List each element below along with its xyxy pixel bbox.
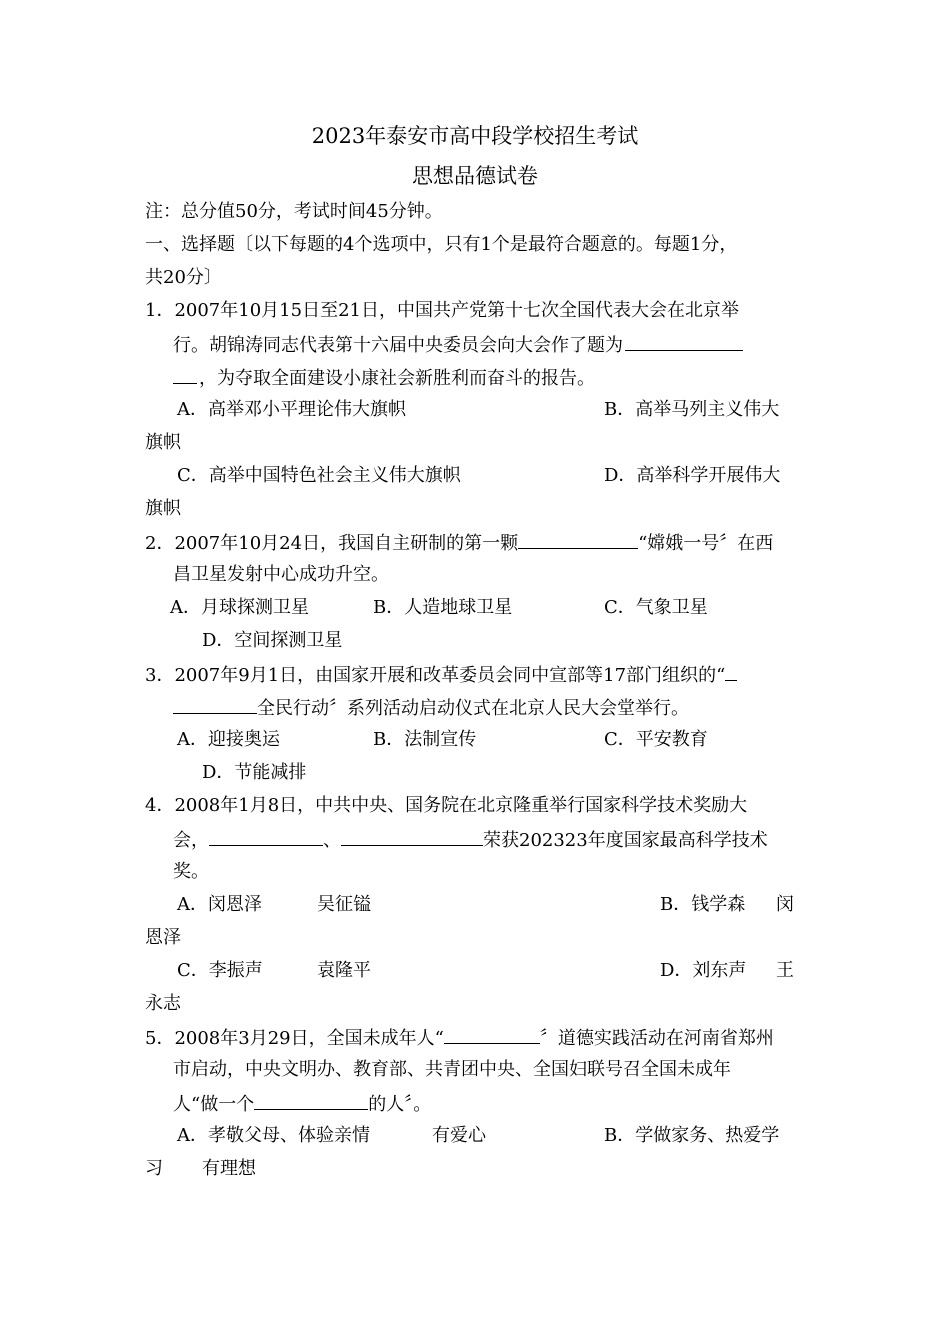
q5-blank-2 [254,1091,368,1110]
q2-stem-line2: 昌卫星发射中心成功升空。 [173,564,389,585]
q3-option-b: B．法制宣传 [373,729,477,750]
section-heading: 一、选择题〔以下每题的4个选项中，只有1个是最符合题意的。每题1分， [145,234,738,255]
q5-stem-line1 [145,1025,774,1051]
q1-option-b-cont: 旗帜 [145,432,181,453]
q3-option-a: A．迎接奥运 [177,729,280,750]
q3-blank [725,662,737,681]
q4-option-b: B．钱学森 [660,894,746,915]
q4-option-b-name2: 闵 [776,894,794,915]
q2-blank [518,530,638,549]
q3-stem-text: 3．2007年9月1日，由国家开展和改革委员会同中宣部等17部门组织的“ [145,665,726,686]
q1-option-b: B．高举马列主义伟大 [604,399,780,420]
q5-stem-text-2: 人“做一个 [173,1094,255,1115]
q2-option-a: A．月球探测卫星 [170,597,309,618]
q2-stem-line1 [145,530,773,556]
q2-option-d: D．空间探测卫星 [202,630,343,651]
q5-stem-text-2-end: 的人〞。 [368,1094,432,1115]
q3-option-c: C．平安教育 [604,729,708,750]
exam-title: 2023年泰安市高中段学校招生考试 [311,124,639,148]
q1-stem-line2 [173,332,745,358]
q4-stem-line3: 奖。 [173,861,209,882]
q3-stem-line1 [145,662,737,688]
q4-option-a: A．闵恩泽 [177,894,262,915]
q4-stem-line2 [173,827,768,853]
q2-option-b: B．人造地球卫星 [373,597,513,618]
q3-blank-cont [173,695,257,714]
q5-stem-line2: 市启动，中央文明办、教育部、共青团中央、全国妇联号召全国未成年 [173,1059,731,1080]
q4-blank-1 [209,827,323,846]
q4-option-d-name2: 王 [776,960,794,981]
q5-blank-1 [444,1025,540,1044]
q3-option-d: D．节能减排 [202,762,307,783]
q5-stem-line3 [173,1091,431,1117]
q5-option-b-cont2: 有理想 [202,1158,256,1179]
q4-option-c: C．李振声 [177,960,263,981]
q5-option-a-cont: 有爱心 [432,1125,486,1146]
q2-stem-text: 2．2007年10月24日，我国自主研制的第一颗 [145,533,519,554]
q5-option-a: A．孝敬父母、体验亲情 [177,1125,370,1146]
q1-option-d: D．高举科学开展伟大 [604,465,781,486]
q5-stem-text: 5．2008年3月29日，全国未成年人“ [145,1028,444,1049]
section-heading-cont: 共20分〕 [145,267,222,288]
q1-blank [625,332,743,351]
q1-option-c: C．高举中国特色社会主义伟大旗帜 [177,465,461,486]
q1-stem-line3 [173,365,595,391]
q1-stem-line1: 1．2007年10月15日至21日，中国共产党第十七次全国代表大会在北京举 [145,300,739,321]
q1-stem-text: 行。胡锦涛同志代表第十六届中央委员会向大会作了题为 [173,335,623,356]
q4-option-a-name2: 吴征镒 [317,894,371,915]
q1-stem-text-end: ，为夺取全面建设小康社会新胜利而奋斗的报告。 [199,368,595,389]
exam-subtitle: 思想品德试卷 [412,164,538,188]
q4-option-c-name2: 袁隆平 [317,960,371,981]
q4-blank-2 [341,827,483,846]
exam-note: 注：总分值50分，考试时间45分钟。 [145,201,443,222]
q4-stem-sep: 、 [323,830,341,851]
q4-stem-text: 会， [173,830,209,851]
q3-stem-line2 [173,695,689,721]
q4-option-d: D．刘东声 [660,960,747,981]
q4-stem-text-end: 荣获202323年度国家最高科学技术 [483,830,768,851]
q2-stem-text-end: “嫦娥一号〞在西 [638,533,774,554]
q1-blank-cont [173,365,197,384]
q4-stem-line1: 4．2008年1月8日，中共中央、国务院在北京隆重举行国家科学技术奖励大 [145,795,748,816]
q1-option-a: A．高举邓小平理论伟大旗帜 [177,399,406,420]
q2-option-c: C．气象卫星 [604,597,708,618]
q5-option-b-cont: 习 [145,1158,163,1179]
q3-stem-text-end: 全民行动〞系列活动启动仪式在北京人民大会堂举行。 [257,698,689,719]
q5-option-b: B．学做家务、热爱学 [604,1125,780,1146]
q1-option-d-cont: 旗帜 [145,498,181,519]
q4-option-b-cont: 恩泽 [145,927,181,948]
q5-stem-text-end: 〞道德实践活动在河南省郑州 [539,1028,774,1049]
q4-option-d-cont: 永志 [145,993,181,1014]
